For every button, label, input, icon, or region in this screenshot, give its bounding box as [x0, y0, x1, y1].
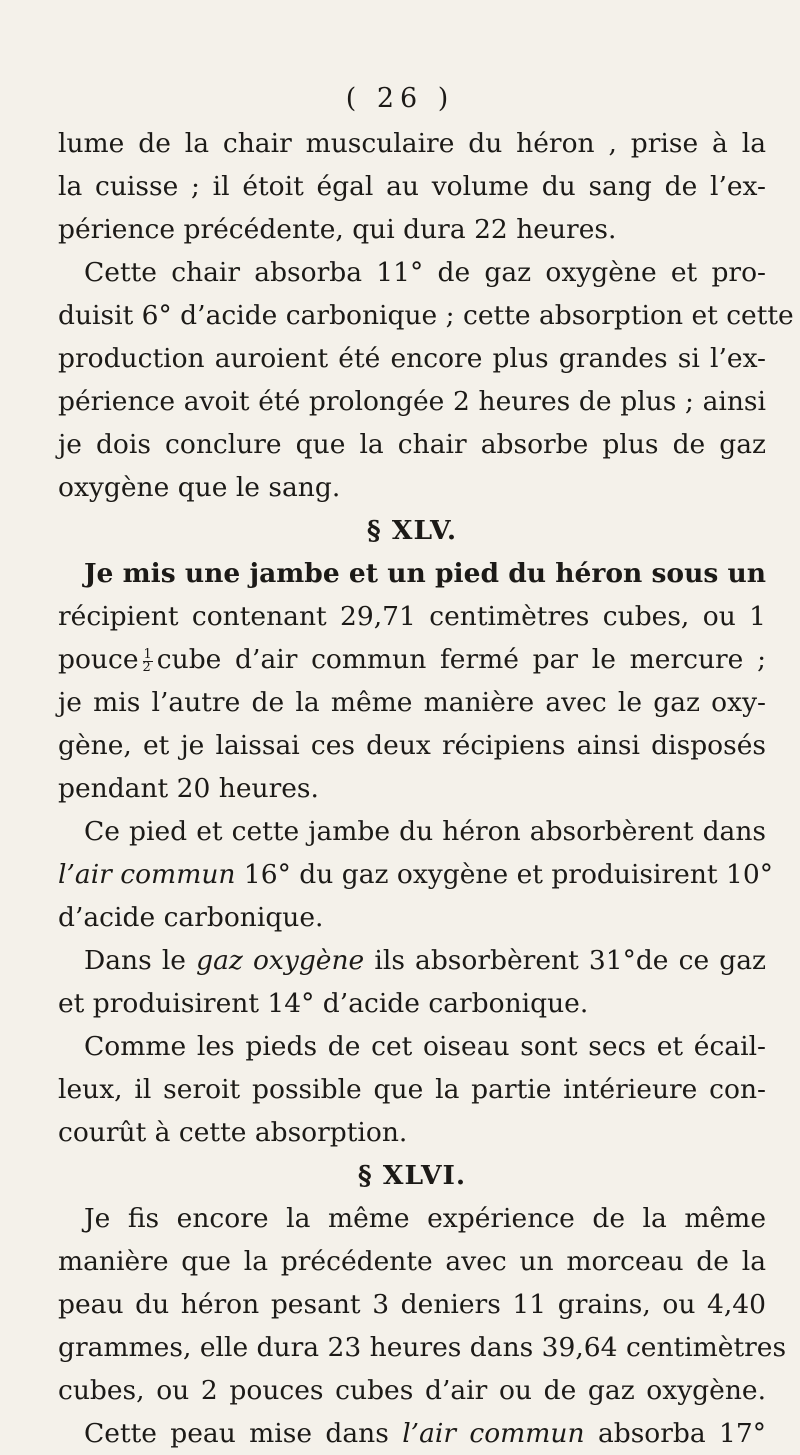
text-line: Cette chair absorba 11° de gaz oxygène et pro-	[84, 257, 766, 288]
text-line: manière que la précédente avec un morceau de la	[58, 1246, 766, 1277]
italic-text: l’air commun	[58, 859, 236, 890]
fraction	[142, 646, 153, 675]
text-line: pendant 20 heures.	[58, 773, 319, 804]
text-fragment: cube d’air commun fermé par le mercure ;	[156, 644, 766, 675]
italic-text: gaz oxygène	[196, 945, 365, 976]
text-line: duisit 6° d’acide carbonique ; cette absorption et cette	[58, 300, 794, 331]
italic-text: l’air commun	[402, 1418, 585, 1449]
text-line: je dois conclure que la chair absorbe plus de gaz	[58, 429, 766, 460]
text-line: Je mis une jambe et un pied du héron sous un	[84, 558, 767, 589]
text-line: grammes, elle dura 23 heures dans 39,64 centimètres	[58, 1332, 787, 1363]
text-fragment: 16° du gaz oxygène et produisirent 10°	[243, 859, 773, 890]
text-fragment: pouce	[58, 644, 139, 675]
text-line: d’acide carbonique.	[58, 902, 324, 933]
text-line: leux, il seroit possible que la partie intérieure con-	[58, 1074, 766, 1105]
fraction-denominator: 2	[142, 659, 151, 675]
text-line: et produisirent 14° d’acide carbonique.	[58, 988, 589, 1019]
text-line	[58, 1412, 766, 1455]
text-line: périence précédente, qui dura 22 heures.	[58, 214, 617, 245]
text-line	[58, 853, 773, 896]
text-line: Ce pied et cette jambe du héron absorbèrent dans	[84, 816, 766, 847]
fraction-numerator: 1	[143, 646, 152, 662]
text-line: je mis l’autre de la même manière avec le gaz oxy-	[58, 687, 766, 718]
page-number: ( 26 )	[345, 83, 455, 114]
text-line: lume de la chair musculaire du héron , prise à la	[58, 128, 766, 159]
text-line: Comme les pieds de cet oiseau sont secs et écail-	[84, 1031, 766, 1062]
text-line: oxygène que le sang.	[58, 472, 341, 503]
section-heading-xlv: § XLV.	[366, 515, 458, 546]
text-fragment: ils absorbèrent 31°de ce gaz	[374, 945, 766, 976]
text-line: peau du héron pesant 3 deniers 11 grains, ou 4,40	[58, 1289, 766, 1320]
text-line: courût à cette absorption.	[58, 1117, 408, 1148]
text-fragment: absorba 17°	[597, 1418, 767, 1449]
section-heading-xlvi: § XLVI.	[357, 1160, 467, 1191]
text-fragment: Cette peau mise dans	[84, 1418, 389, 1449]
text-line: périence avoit été prolongée 2 heures de plus ; ainsi	[58, 386, 766, 417]
text-line: récipient contenant 29,71 centimètres cubes, ou 1	[58, 601, 766, 632]
text-fragment: Dans le	[84, 945, 186, 976]
text-line	[58, 638, 766, 681]
text-line: production auroient été encore plus grandes si l’ex-	[58, 343, 766, 374]
text-line: Je fis encore la même expérience de la même	[84, 1203, 766, 1234]
text-line: cubes, ou 2 pouces cubes d’air ou de gaz oxygène.	[58, 1375, 766, 1406]
text-line: gène, et je laissai ces deux récipiens ainsi disposés	[58, 730, 766, 761]
text-line	[58, 939, 766, 982]
text-line: la cuisse ; il étoit égal au volume du sang de l’ex-	[58, 171, 766, 202]
body-text	[58, 122, 794, 1455]
